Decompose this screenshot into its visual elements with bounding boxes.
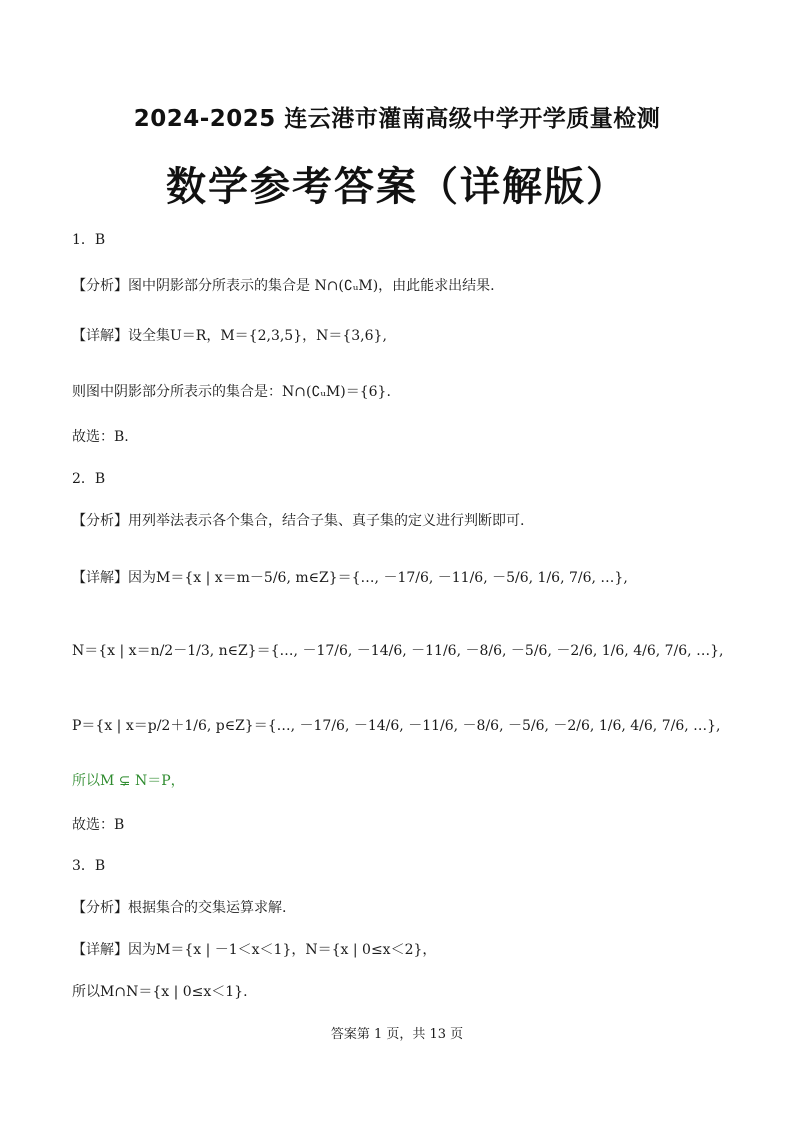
q3-detail: 【详解】因为M＝{x | －1＜x＜1}，N＝{x | 0≤x＜2}，: [72, 942, 437, 958]
q1-detail: 【详解】设全集U＝R，M＝{2,3,5}，N＝{3,6},: [72, 328, 387, 344]
q1-answer: 1．B: [72, 232, 106, 248]
q3-answer: 3．B: [72, 858, 106, 874]
q2-answer: 2．B: [72, 471, 106, 487]
q1-choice: 故选：B.: [72, 429, 129, 445]
q2-detail-2: N＝{x | x＝n/2－1/3, n∈Z}＝{…, －17/6, －14/6, －11/6, －8/6, －5/6, －2/6, 1/6, 4/6, 7/6, …},: [72, 643, 724, 659]
answer-key-title: 数学参考答案（详解版）: [166, 164, 628, 210]
q2-detail-4: 所以M ⊊ N＝P，: [72, 773, 185, 789]
page-footer: 答案第 1 页，共 13 页: [330, 1027, 464, 1042]
q2-detail-3: P＝{x | x＝p/2＋1/6, p∈Z}＝{…, －17/6, －14/6, －11/6, －8/6, －5/6, －2/6, 1/6, 4/6, 7/6, …},: [72, 718, 721, 734]
q3-analysis: 【分析】根据集合的交集运算求解.: [72, 900, 287, 916]
q2-analysis: 【分析】用列举法表示各个集合，结合子集、真子集的定义进行判断即可.: [72, 513, 525, 529]
q2-detail: 【详解】因为M＝{x | x＝m－5/6, m∈Z}＝{…, －17/6, －11/6, －5/6, 1/6, 7/6, …},: [72, 570, 628, 586]
q1-analysis: 【分析】图中阴影部分所表示的集合是 N∩(∁ᵤM)，由此能求出结果.: [72, 278, 495, 294]
q2-choice: 故选：B: [72, 817, 125, 833]
exam-title: 2024-2025 连云港市灌南高级中学开学质量检测: [133, 106, 661, 132]
q1-detail-2: 则图中阴影部分所表示的集合是：N∩(∁ᵤM)＝{6}.: [72, 384, 391, 400]
q3-detail-2: 所以M∩N＝{x | 0≤x＜1}.: [72, 984, 248, 1000]
